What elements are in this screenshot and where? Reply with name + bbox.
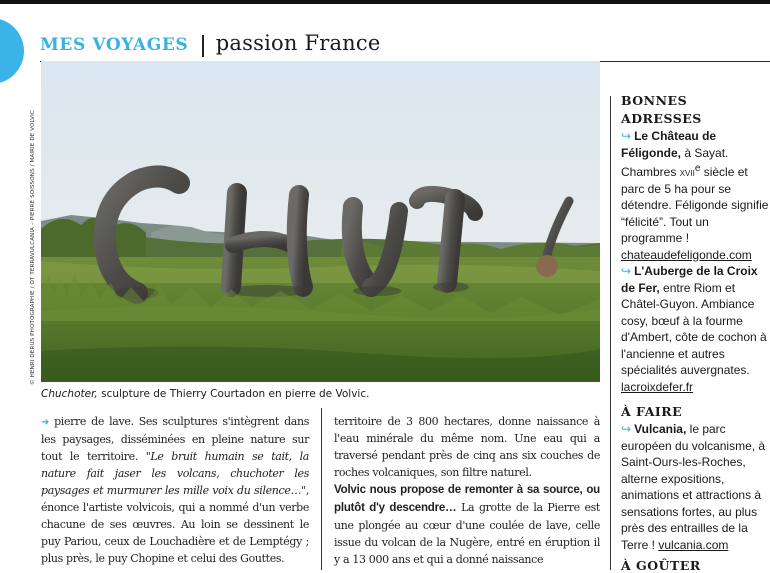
sidebar-divider: [610, 96, 611, 570]
col1-paragraph-start: pierre de lave. Ses sculptures s'intègrent dans les paysages, disséminées en pleine nature sur tout le territoire.: [41, 415, 309, 463]
sidebar-item-feligonde: [621, 128, 770, 263]
feligonde-text-a: Chambres: [621, 165, 680, 179]
sidebar-item-vulcania: [621, 421, 770, 553]
hook-arrow-icon: ↪: [621, 422, 632, 436]
col1-paragraph-end: , énonce l'artiste volvicois, qui a nommé d'un verbe chacune de ses œuvres. Au loin se dessinent le puy Pariou, ceux de Louchadière et de Lemptégy ; plus près, le puy Chopine et celui des Gouttes.: [41, 484, 309, 565]
sculpture-landscape-image: [41, 61, 600, 382]
article-column-2: [334, 413, 600, 568]
top-rule: [0, 0, 770, 4]
feligonde-century: xvii: [679, 165, 695, 179]
col2-paragraph-2: La grotte de la Pierre est une plongée au cœur d'une coulée de lave, celle issue du volcan de la Nugère, entré en éruption il y a 13 000 ans et qui a donné naissance: [334, 501, 600, 566]
vulcania-link[interactable]: vulcania.com: [658, 537, 729, 552]
croix-de-fer-text: entre Riom et Châtel-Guyon. Ambiance cosy, bœuf à la fourme d'Ambert, côte de cochon à l'ancienne et autres spécialités auvergnates.: [621, 280, 767, 377]
section-tab: [0, 18, 24, 84]
sidebar: [621, 92, 770, 553]
caption-title: Chuchoter,: [41, 388, 98, 400]
sidebar-heading-addresses: BONNES ADRESSES: [621, 93, 702, 126]
caption-text: sculpture de Thierry Courtadon en pierre de Volvic.: [97, 388, 370, 400]
sidebar-item-croix-de-fer: [621, 263, 770, 395]
croix-de-fer-link[interactable]: lacroixdefer.fr: [621, 379, 694, 394]
hook-arrow-icon: ↪: [621, 264, 632, 278]
feligonde-century-sup: e: [694, 163, 701, 174]
photo-credit: © HENRI DERUS PHOTOGRAPHIE / OT TERRAVULCANIA – PIERRE SOISSONS / MAIRIE DE VOLVIC: [30, 110, 36, 385]
vulcania-name: Vulcania,: [634, 422, 687, 436]
sidebar-heading-activities: À FAIRE: [621, 404, 683, 419]
feligonde-text-b: siècle et parc de 5 ha pour se détendre. Féligonde signifie “félicité”. Tout un programme !: [621, 165, 769, 245]
main-photo: [41, 61, 600, 382]
croix-de-fer-name: L'Auberge de la Croix de Fer,: [621, 264, 758, 295]
sidebar-heading-taste: À GOÛTER: [621, 558, 701, 573]
article-column-1: [41, 413, 309, 567]
photo-caption: [41, 388, 601, 400]
rubric-title: passion France: [215, 31, 381, 55]
vulcania-text: le parc européen du volcanisme, à Saint-Ours-les-Roches, alterne expositions, animations et attractions à sensations fortes, au plus près des entrailles de la Terre !: [621, 422, 766, 552]
header-separator: [202, 35, 204, 57]
hook-arrow-icon: ↪: [621, 129, 632, 143]
section-title: MES VOYAGES: [40, 35, 189, 55]
col1-quote: "Le bruit humain se tait, la nature fait jaser les volcans, chuchoter les paysages et murmurer les mille voix du silence…": [41, 450, 309, 497]
continue-arrow-icon: ➜: [41, 417, 50, 428]
feligonde-link[interactable]: chateaudefeligonde.com: [621, 247, 752, 262]
page-header: [40, 31, 381, 61]
column-divider: [321, 408, 322, 570]
feligonde-location: à Sayat.: [681, 145, 729, 160]
col2-lead: Volvic nous propose de remonter à sa source, ou plutôt d'y descendre…: [334, 484, 600, 514]
feligonde-name: Le Château de Féligonde,: [621, 129, 717, 160]
col2-paragraph-1: territoire de 3 800 hectares, donne naissance à l'eau minérale du même nom. Une eau qui a traversé pendant près de cinq ans six couches de roches volcaniques, son filtre naturel.: [334, 415, 600, 479]
